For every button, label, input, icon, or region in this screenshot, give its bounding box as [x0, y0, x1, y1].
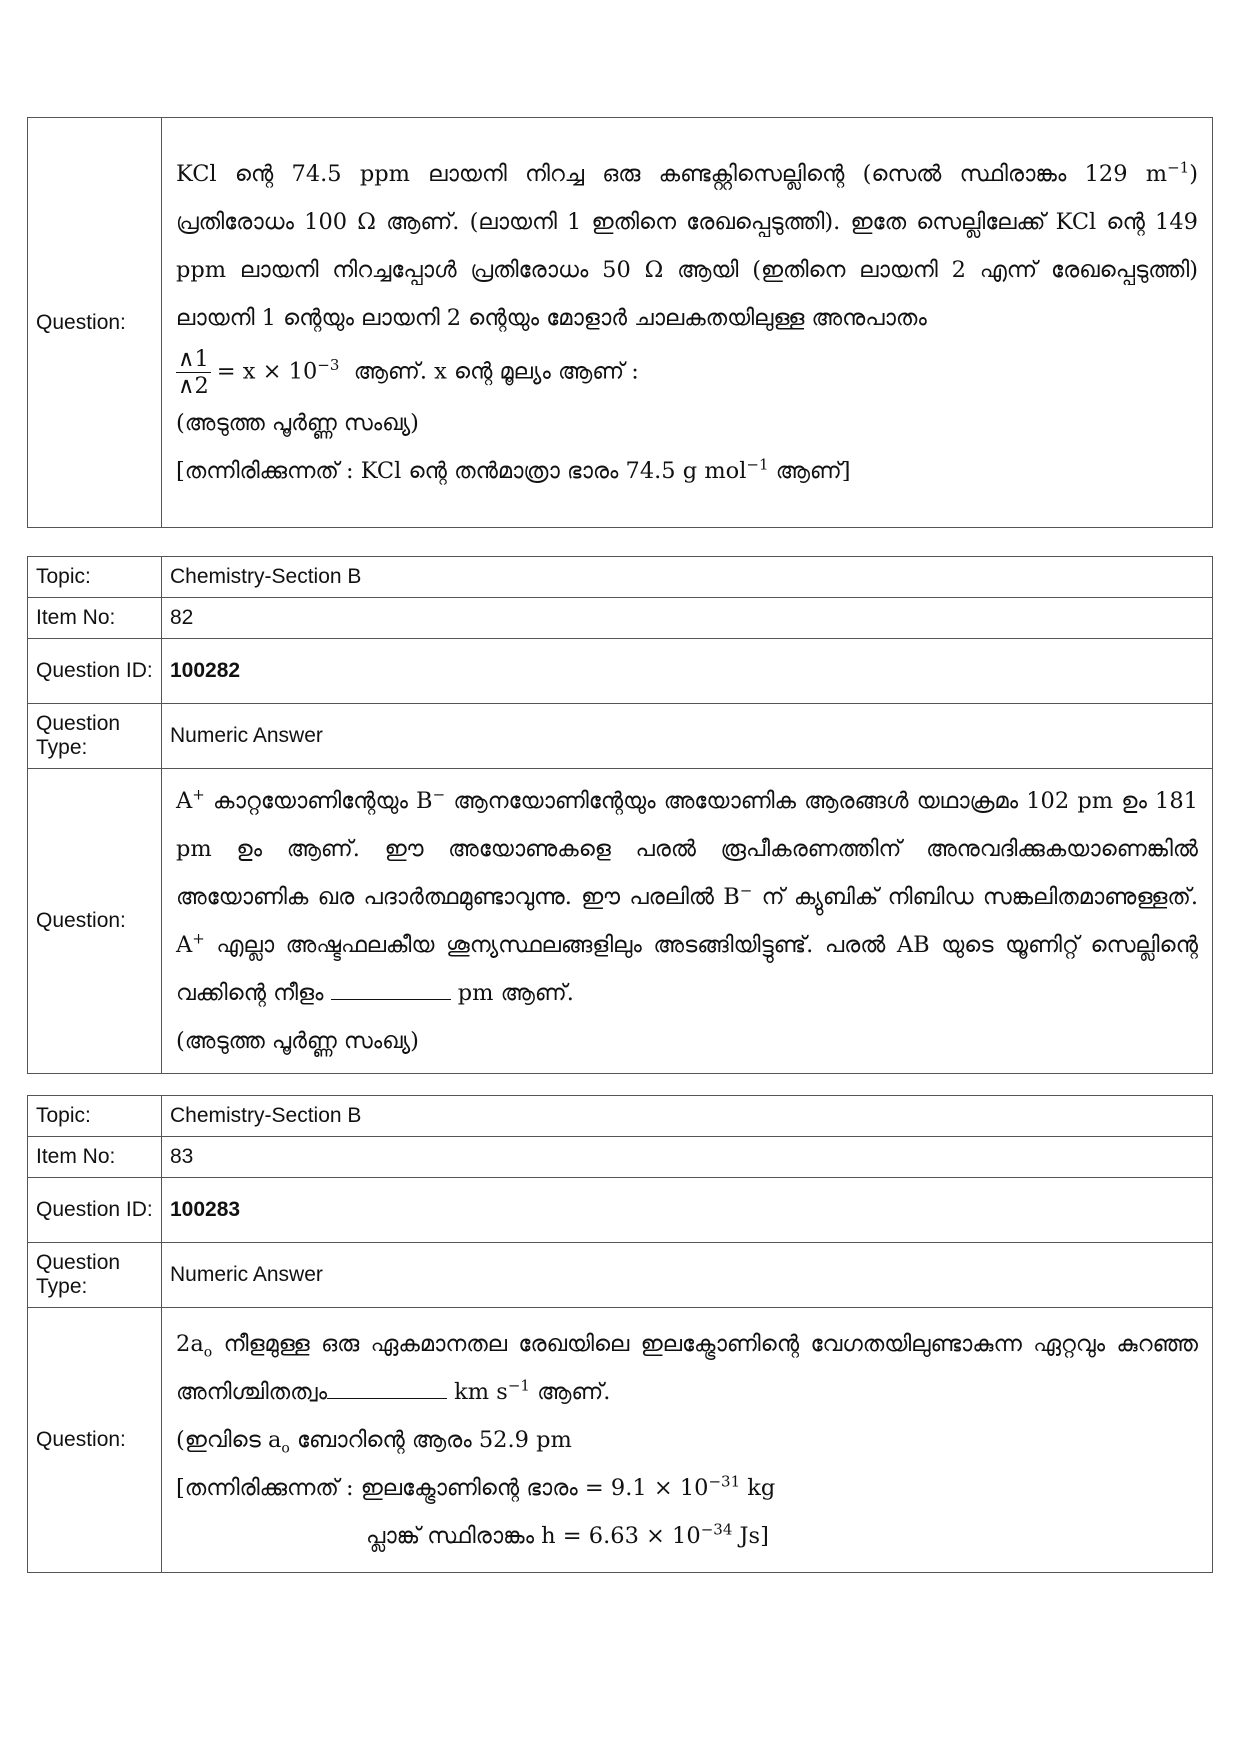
topic-value: Chemistry-Section B	[162, 1096, 1213, 1137]
question-block-2	[27, 556, 1213, 1074]
question-type-label: Question Type:	[28, 1243, 162, 1308]
answer-blank	[331, 981, 451, 1000]
topic-label: Topic:	[28, 1096, 162, 1137]
question-label: Question:	[28, 1308, 162, 1573]
question-text: $2a_o$ നീളമുള്ള ഒരു ഏകമാനതല രേഖയിലെ ഇലക്ട്രോണിന്റെ വേഗതയിലുണ്ടാകുന്ന ഏറ്റവും കുറഞ്ഞ അനിശ്ചിതത്വം km $s^{-1}$ ആണ്. (ഇവിടെ $a_o$ ബോറിന്റെ ആരം 52.9 pm [തന്നിരിക്കുന്നത് : ഇലക്ട്രോണിന്റെ ഭാരം = $9.1 \times 10^{-31}$ kg പ്ലാങ്ക് സ്ഥിരാങ്കം $h = 6.63 \times 10^{-34}$ Js]	[162, 1308, 1213, 1573]
question-type-value: Numeric Answer	[162, 704, 1213, 769]
item-no-label: Item No:	[28, 598, 162, 639]
question-text: KCl ന്റെ 74.5 ppm ലായനി നിറച്ച ഒരു കണ്ടക്റ്റിസെല്ലിന്റെ (സെൽ സ്ഥിരാങ്കം 129 $m^{-1}$) പ്രതിരോധം 100 Ω ആണ്. (ലായനി 1 ഇതിനെ രേഖപ്പെടുത്തി). ഇതേ സെല്ലിലേക്ക് KCl ന്റെ 149 ppm ലായനി നിറച്ചപ്പോൾ പ്രതിരോധം 50 Ω ആയി (ഇതിനെ ലായനി 2 എന്ന് രേഖപ്പെടുത്തി) ലായനി 1 ന്റെയും ലായനി 2 ന്റെയും മോളാർ ചാലകതയിലുള്ള അനുപാതം $\frac{\wedge 1}{\wedge 2}$ = $x \times 10^{-3}$ ആണ്. x ന്റെ മൂല്യം ആണ് : (അടുത്ത പൂർണ്ണ സംഖ്യ) [തന്നിരിക്കുന്നത് : KCl ന്റെ തൻമാത്രാ ഭാരം 74.5 g mol$^{-1}$ ആണ്]	[162, 118, 1213, 528]
question-block-1	[27, 117, 1213, 528]
question-text: A+ കാറ്റയോണിന്റേയും B− ആനയോണിന്റേയും അയോണിക ആരങ്ങൾ യഥാക്രമം 102 pm ഉം 181 pm ഉം ആണ്. ഈ അയോണുകളെ പരൽ രൂപീകരണത്തിന് അനുവദിക്കുകയാണെങ്കിൽ അയോണിക ഖര പദാർത്ഥമുണ്ടാവുന്നു. ഈ പരലിൽ B− ന് ക്യുബിക് നിബിഡ സങ്കലിതമാണുള്ളത്. A+ എല്ലാ അഷ്ടഫലകീയ ശൂന്യസ്ഥലങ്ങളിലും അടങ്ങിയിട്ടുണ്ട്. പരൽ AB യുടെ യൂണിറ്റ് സെല്ലിന്റെ വക്കിന്റെ നീളം pm ആണ്. (അടുത്ത പൂർണ്ണ സംഖ്യ)	[162, 769, 1213, 1074]
question-label: Question:	[28, 118, 162, 528]
topic-label: Topic:	[28, 557, 162, 598]
topic-value: Chemistry-Section B	[162, 557, 1213, 598]
question-label: Question:	[28, 769, 162, 1074]
answer-blank	[327, 1380, 447, 1399]
question-id-label: Question ID:	[28, 639, 162, 704]
item-no-value: 83	[162, 1137, 1213, 1178]
rounding-note: (അടുത്ത പൂർണ്ണ സംഖ്യ)	[176, 410, 419, 436]
question-type-label: Question Type:	[28, 704, 162, 769]
question-id-value: 100283	[162, 1178, 1213, 1243]
item-no-label: Item No:	[28, 1137, 162, 1178]
ratio-fraction: $\frac{\wedge 1}{\wedge 2}$	[178, 346, 209, 399]
question-id-value: 100282	[162, 639, 1213, 704]
rounding-note: (അടുത്ത പൂർണ്ണ സംഖ്യ)	[176, 1028, 419, 1054]
given-data: [തന്നിരിക്കുന്നത് : KCl ന്റെ തൻമാത്രാ ഭാരം 74.5 g mol$^{-1}$ ആണ്]	[176, 455, 851, 484]
question-id-label: Question ID:	[28, 1178, 162, 1243]
question-block-3	[27, 1095, 1213, 1573]
question-type-value: Numeric Answer	[162, 1243, 1213, 1308]
item-no-value: 82	[162, 598, 1213, 639]
